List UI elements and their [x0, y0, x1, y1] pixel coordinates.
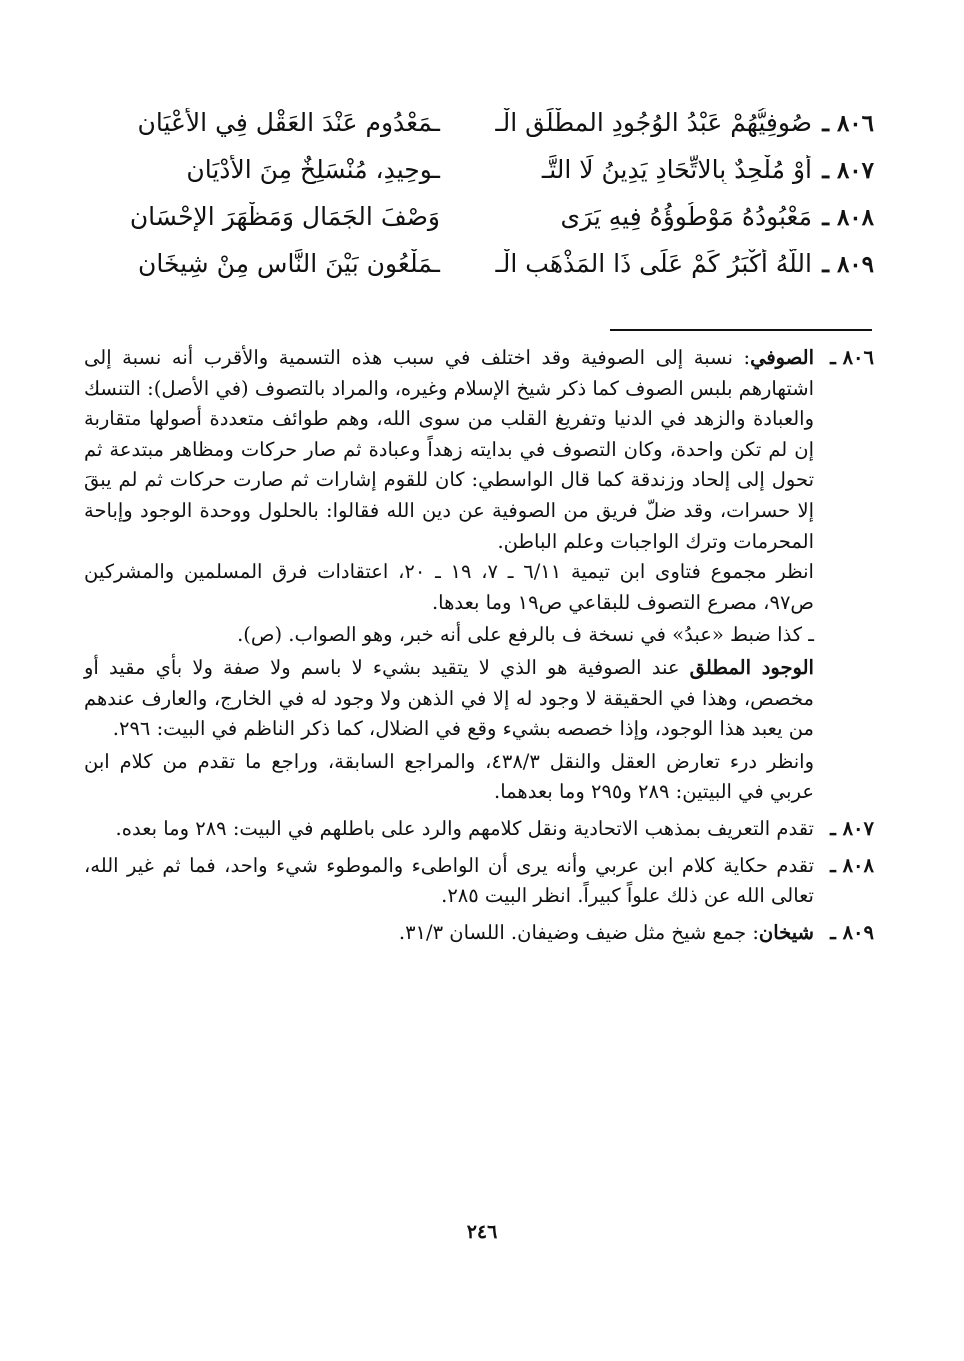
footnote-number: ٨٠٦ ـ — [830, 346, 874, 369]
page-number: ٢٤٦ — [466, 1221, 498, 1243]
footnote-remark: ـ كذا ضبط «عبدُ» في نسخة ف بالرفع على أنه خبر، وهو الصواب. (ص). — [237, 623, 814, 647]
verse-number: ٨٠٦ ـ — [822, 110, 874, 137]
footnote-number: ٨٠٨ ـ — [830, 853, 874, 877]
footnote-809 — [84, 918, 874, 949]
footnote-term: الصوفي — [750, 346, 814, 369]
footnote-separator — [610, 329, 872, 331]
footnote-number: ٨٠٩ ـ — [830, 920, 874, 944]
footnote-reference: انظر مجموع فتاوى ابن تيمية ٦/١١ ـ ٧، ١٩ ـ ٢٠، اعتقادات فرق المسلمين والمشركين ص٩٧، مصرع التصوف للبقاعي ص١٩ وما بعدها. — [84, 560, 814, 614]
footnote-806 — [84, 343, 874, 808]
verse-number: ٨٠٧ ـ — [822, 157, 874, 184]
verse-first-hemistich: أَوْ مُلْحِدٌ بِالاتِّحَادِ يَدِينُ لَا التَّـ — [541, 155, 812, 184]
footnote-text: تقدم التعريف بمذهب الاتحادية ونقل كلامهم والرد على باطلهم في البيت: ٢٨٩ وما بعده. — [115, 816, 814, 840]
footnote-body — [84, 343, 814, 808]
verse-second-hemistich: ـمَلْعُونِ بَيْنَ النَّاسِ مِنْ شِيخَانِ — [138, 249, 440, 278]
verse-row — [84, 202, 874, 249]
verse-second-hemistich: وَصْفَ الجَمَالِ وَمَظْهَرَ الإِحْسَانِ — [129, 202, 440, 231]
verse-second-hemistich: ـوحِيدِ، مُنْسَلِخٌ مِنَ الأَدْيَانِ — [186, 155, 440, 184]
footnote-reference: وانظر درء تعارض العقل والنقل ٤٣٨/٣، والمراجع السابقة، وراجع ما تقدم من كلام ابن عربي في البيتين: ٢٨٩ و٢٩٥ وما بعدهما. — [84, 749, 814, 804]
footnote-text: : جمع شيخ مثل ضيف وضيفان. اللسان ٣١/٣. — [398, 920, 759, 944]
footnote-body — [84, 814, 814, 845]
footnote-paragraph — [84, 343, 814, 557]
verse-first-hemistich: صُوفِيُّهُمْ عَبْدُ الوُجُودِ المطْلَقِ الْـ — [495, 108, 812, 137]
footnote-number: ٨٠٧ ـ — [830, 816, 874, 840]
verse-number: ٨٠٩ ـ — [822, 251, 874, 278]
footnote-term: شيخان — [758, 920, 814, 944]
poem-verses — [84, 108, 874, 296]
footnote-paragraph — [84, 653, 814, 745]
footnote-term: الوجود المطلق — [689, 655, 814, 679]
footnote-808 — [84, 851, 874, 912]
footnote-body — [84, 851, 814, 912]
verse-first-hemistich: اللَّهُ أَكْبَرُ كَمْ عَلَى ذَا المَذْهَبِ الْـ — [495, 249, 812, 278]
verse-second-hemistich: ـمَعْدُوم عَنْدَ العَقْلِ فِي الأَعْيَانِ — [137, 108, 440, 137]
verse-row — [84, 108, 874, 155]
footnote-paragraph — [84, 918, 814, 949]
footnote-text: : نسبة إلى الصوفية وقد اختلف في سبب هذه التسمية والأقرب أنه نسبة إلى اشتهارهم بلبس الصوف كما ذكر شيخ الإسلام وغيره، والمراد بالتصوف (في الأصل): التنسك والعبادة والزهد في الدنيا وتفريغ القلب من سوى الله، وهم طوائف متعددة أصولها متقاربة إن لم تكن واحدة، وكان التصوف في بدايته زهداً وعبادة ثم صار حركات ومظاهر مبتدعة ثم تحول إلى إلحاد وزندقة كما قال الواسطي: كان للقوم إشارات ثم صارت حركات ثم لم يبقَ إلا حسرات، وقد ضلّ فريق من الصوفية عن دين الله فقالوا: بالحلول ووحدة الوجود وإباحة المحرمات وترك الواجبات وعلم الباطن. — [84, 346, 814, 553]
verse-row — [84, 249, 874, 296]
verse-row — [84, 155, 874, 202]
verse-number: ٨٠٨ ـ — [822, 204, 874, 231]
footnote-text: تقدم حكاية كلام ابن عربي وأنه يرى أن الواطىء والموطوء شيء واحد، فما ثم غير الله، تعالى الله عن ذلك علواً كبيراً. انظر البيت ٢٨٥. — [84, 853, 814, 908]
footnote-807 — [84, 814, 874, 845]
footnote-text: عند الصوفية هو الذي لا يتقيد بشيء لا باسم ولا صفة ولا بأي مقيد أو مخصص، وهذا في الحقيقة لا وجود له إلا في الذهن ولا وجود له في الخارج، والعارف عندهم من يعبد هذا الوجود، وإذا خصصه بشيء وقع في الضلال، كما ذكر الناظم في البيت: ٢٩٦. — [84, 655, 814, 741]
verse-first-hemistich: مَعْبُودُهُ مَوْطُوؤُهُ فِيهِ يَرَى — [560, 202, 812, 231]
footnotes — [84, 343, 874, 950]
footnote-body — [84, 918, 814, 949]
